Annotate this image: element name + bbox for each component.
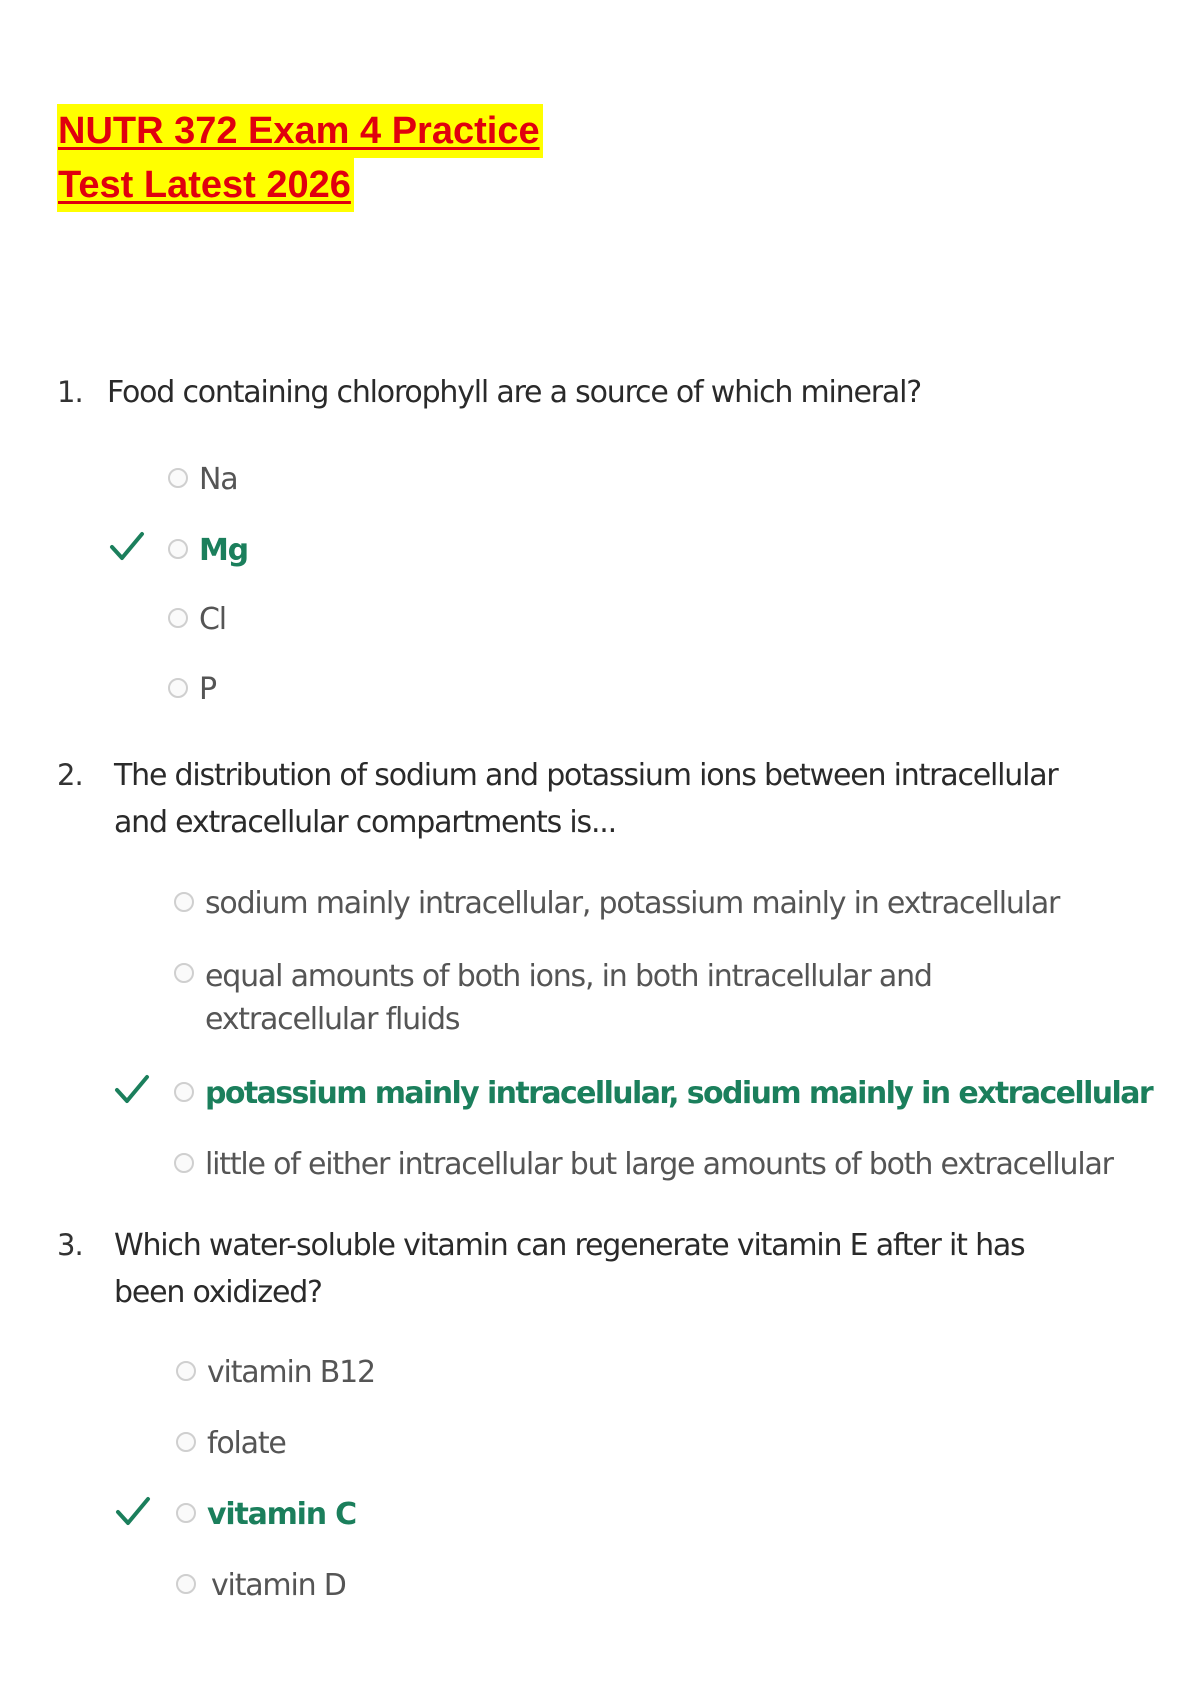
option-label: vitamin D [211, 1568, 346, 1603]
option-label: little of either intracellular but large amounts of both extracellular [205, 1147, 1113, 1182]
option-label-correct: vitamin C [207, 1497, 356, 1532]
radio-button-icon[interactable] [174, 1153, 194, 1173]
option-label: vitamin B12 [207, 1355, 375, 1390]
option-label: Na [199, 462, 238, 497]
radio-button-icon[interactable] [168, 678, 188, 698]
radio-button-icon[interactable] [176, 1432, 196, 1452]
question-text: Food containing chlorophyll are a source of which mineral? [107, 375, 921, 410]
checkmark-icon [113, 1072, 153, 1108]
question-text: Which water-soluble vitamin can regenerate vitamin E after it has been oxidized? [114, 1228, 1025, 1310]
radio-button-icon[interactable] [168, 539, 188, 559]
radio-button-icon[interactable] [168, 468, 188, 488]
option-label-correct: potassium mainly intracellular, sodium mainly in extracellular [205, 1076, 1153, 1111]
radio-button-icon[interactable] [176, 1503, 196, 1523]
question-text: The distribution of sodium and potassium ions between intracellular and extracellular compartments is... [114, 758, 1058, 840]
document-title [57, 104, 543, 212]
radio-button-icon[interactable] [174, 1082, 194, 1102]
title-line-2: Test Latest 2026 [57, 158, 354, 212]
question-number: 2. [57, 758, 83, 792]
radio-button-icon[interactable] [174, 892, 194, 912]
title-line-1: NUTR 372 Exam 4 Practice [57, 104, 543, 158]
radio-button-icon[interactable] [168, 608, 188, 628]
checkmark-icon [108, 529, 148, 565]
radio-button-icon[interactable] [176, 1361, 196, 1381]
radio-button-icon[interactable] [174, 963, 194, 983]
option-label: Cl [199, 602, 226, 637]
checkmark-icon [114, 1494, 154, 1530]
option-label: folate [207, 1426, 286, 1461]
option-label: equal amounts of both ions, in both intracellular and extracellular fluids [205, 959, 932, 1037]
option-label-correct: Mg [199, 533, 248, 568]
question-number: 1. [57, 375, 83, 409]
question-number: 3. [57, 1228, 83, 1262]
radio-button-icon[interactable] [176, 1574, 196, 1594]
option-label: P [199, 672, 216, 707]
option-label: sodium mainly intracellular, potassium mainly in extracellular [205, 886, 1060, 921]
